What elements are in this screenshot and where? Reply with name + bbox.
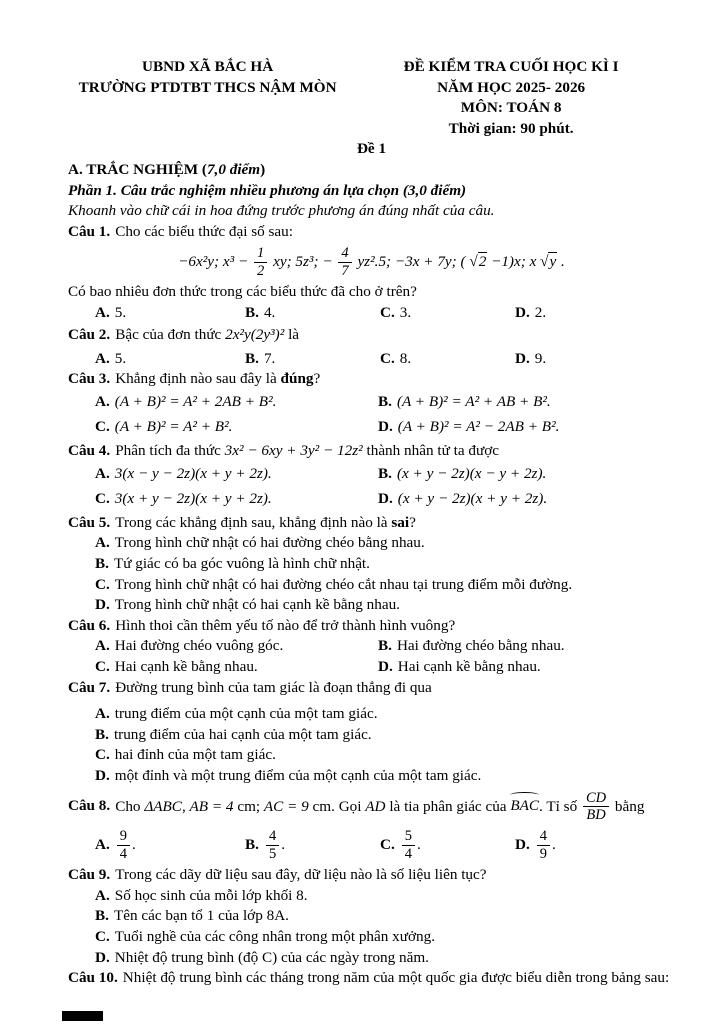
option: [95, 725, 675, 746]
exam-title: ĐỀ KIỂM TRA CUỐI HỌC KÌ I: [403, 58, 619, 75]
option-letter: A.: [95, 303, 110, 321]
option-letter: B.: [95, 725, 109, 743]
option-text: Trong hình chữ nhật có hai đường chéo cắt nhau tại trung điểm mỗi đường.: [114, 575, 573, 593]
option: [95, 349, 245, 370]
section-a-title-post: ): [260, 160, 266, 178]
option-letter: B.: [245, 835, 259, 853]
fraction-numerator: 5: [402, 829, 415, 846]
option-text: (A + B)² = A² + B².: [114, 418, 233, 436]
option: [515, 349, 675, 370]
exam-code: Đề 1: [356, 140, 387, 158]
option-text: Trong hình chữ nhật có hai cạnh kề bằng nhau.: [114, 596, 400, 614]
question-10-stem: [68, 968, 675, 989]
option-letter: D.: [378, 418, 393, 436]
question-5-options: [95, 533, 675, 615]
section-a-title-pre: A. TRẮC NGHIỆM (: [68, 160, 207, 178]
fraction-denominator: BD: [586, 807, 606, 824]
option-letter: B.: [378, 464, 392, 482]
question-8-text: cm;: [233, 797, 264, 815]
option-text: Hai đường chéo vuông góc.: [114, 637, 284, 655]
option: [95, 657, 378, 678]
option-letter: B.: [245, 349, 259, 367]
question-5-text: Trong các khẳng định sau, khẳng định nào là: [115, 513, 392, 531]
question-8-options: [95, 825, 675, 865]
option-letter: D.: [515, 303, 530, 321]
fraction: [115, 829, 132, 862]
table-top-edge-fragment: [62, 1011, 103, 1021]
option-text: 3(x − y − 2z)(x + y + 2z).: [114, 464, 272, 482]
question-4-formula: 3x² − 6xy + 3y² − 12z²: [224, 442, 363, 460]
question-8-text: Cho: [115, 797, 145, 815]
question-3-stem: [68, 369, 675, 390]
option-text: 9.: [534, 349, 547, 367]
exam-year: NĂM HỌC 2025- 2026: [437, 78, 586, 96]
fraction-numerator: CD: [583, 791, 609, 808]
option: [245, 349, 380, 370]
exam-subject: MÔN: TOÁN 8: [460, 99, 562, 117]
option-letter: A.: [95, 464, 110, 482]
question-8-stem: [68, 791, 675, 824]
question-6-text: Hình thoi cần thêm yếu tố nào để trở thành hình vuông?: [115, 616, 456, 634]
question-5-text-post: ?: [409, 513, 416, 531]
question-9-text: Trong các dãy dữ liệu sau đây, dữ liệu nào là số liệu liên tục?: [115, 866, 487, 884]
fraction: [400, 829, 417, 862]
option: [378, 392, 675, 413]
square-root: [540, 252, 557, 270]
fraction: [581, 791, 611, 824]
option-letter: D.: [378, 658, 393, 675]
option-text: 8.: [399, 349, 412, 367]
fraction-numerator: 4: [266, 829, 279, 846]
option-letter: A.: [95, 349, 110, 367]
option: [515, 303, 675, 324]
fraction-numerator: 4: [338, 246, 351, 263]
formula-segment: xy; 5z³; −: [273, 253, 333, 271]
option-text: .: [281, 835, 285, 853]
question-3-text: Khẳng định nào sau đây là: [115, 370, 281, 388]
radicand: y: [549, 253, 557, 271]
option: [245, 829, 380, 862]
option-text: hai đỉnh của một tam giác.: [114, 746, 276, 764]
formula-segment: −6x²y; x³ −: [178, 253, 249, 271]
question-8-label: Câu 8.: [68, 797, 111, 815]
question-4-options: [95, 464, 675, 510]
option-text: Tên các bạn tổ 1 của lớp 8A.: [113, 907, 289, 925]
radical-sign: √: [469, 253, 478, 271]
option-letter: A.: [95, 637, 110, 655]
question-2-options: [95, 349, 675, 370]
question-4-stem: [68, 441, 675, 462]
fraction-denominator: 7: [341, 263, 349, 280]
option: [95, 906, 675, 927]
option-text: 7.: [263, 349, 276, 367]
option-letter: C.: [95, 658, 110, 675]
option: [95, 533, 675, 554]
question-8-text: ,: [181, 797, 190, 815]
option-text: 2.: [534, 303, 547, 321]
option-letter: D.: [515, 835, 530, 853]
question-7-text: Đường trung bình của tam giác là đoạn thẳng đi qua: [115, 678, 432, 696]
option-text: 3(x + y − 2z)(x + y + 2z).: [114, 490, 272, 508]
option-letter: B.: [245, 303, 259, 321]
header-left: [68, 57, 347, 139]
header-right: [347, 57, 675, 139]
option-text: 4.: [263, 303, 276, 321]
question-6-options: [95, 636, 675, 677]
option-letter: D.: [515, 349, 530, 367]
fraction-numerator: 9: [117, 829, 130, 846]
option: [95, 489, 378, 510]
fraction-denominator: 9: [539, 845, 548, 862]
option-letter: A.: [95, 534, 110, 552]
option: [95, 392, 378, 413]
option-text: .: [552, 835, 556, 853]
org-line2: TRƯỜNG PTDTBT THCS NẬM MÒN: [78, 78, 337, 96]
angle-bac-widehat: BAC: [510, 796, 539, 817]
question-1-stem: [68, 222, 675, 243]
fraction-denominator: 4: [404, 845, 413, 862]
fraction-numerator: 1: [254, 246, 267, 263]
question-1-formula: [68, 246, 675, 279]
option: [378, 464, 675, 485]
option-letter: D.: [95, 948, 110, 966]
fraction: [252, 246, 269, 279]
question-2-label: Câu 2.: [68, 326, 111, 344]
option-letter: C.: [95, 746, 110, 764]
option-text: Hai đường chéo bằng nhau.: [396, 637, 565, 655]
question-5-label: Câu 5.: [68, 513, 111, 531]
fraction-denominator: 5: [268, 845, 277, 862]
question-9-stem: [68, 865, 675, 886]
question-10-label: Câu 10.: [68, 969, 118, 987]
question-3-label: Câu 3.: [68, 370, 111, 388]
question-10-text: Nhiệt độ trung bình các tháng trong năm của một quốc gia được biểu diễn trong bảng sau:: [122, 969, 670, 987]
exam-duration: Thời gian: 90 phút.: [448, 119, 574, 137]
question-8-text: là tia phân giác của: [385, 797, 511, 815]
question-1-options: [95, 303, 675, 324]
option: [515, 829, 675, 862]
math-ad: AD: [365, 797, 386, 815]
formula-segment: .: [561, 253, 565, 271]
option-letter: D.: [95, 596, 110, 614]
option: [95, 464, 378, 485]
option-text: .: [132, 835, 136, 853]
option-text: (A + B)² = A² − 2AB + B².: [397, 418, 560, 436]
option: [95, 636, 378, 657]
fraction: [535, 829, 552, 862]
option: [378, 489, 675, 510]
option-letter: C.: [95, 490, 110, 508]
question-2-formula: 2x²y(2y³)²: [225, 326, 285, 344]
option: [245, 303, 380, 324]
option-text: Tứ giác có ba góc vuông là hình chữ nhật.: [113, 555, 370, 573]
option: [380, 303, 515, 324]
option-text: (x + y − 2z)(x + y + 2z).: [397, 490, 548, 508]
option-letter: A.: [95, 705, 110, 723]
question-3-options: [95, 392, 675, 438]
question-2-stem: [68, 325, 675, 346]
option-letter: A.: [95, 392, 110, 410]
question-2-text-post: là: [284, 326, 300, 344]
option: [95, 417, 378, 438]
option: [95, 829, 245, 862]
question-1-text: Cho các biểu thức đại số sau:: [115, 222, 293, 240]
option-text: Số học sinh của mỗi lớp khối 8.: [114, 886, 308, 904]
option: [380, 349, 515, 370]
option: [378, 636, 675, 657]
option: [95, 704, 675, 725]
fraction: [264, 829, 281, 862]
square-root: [469, 252, 487, 270]
org-line1: UBND XÃ BẮC HÀ: [142, 58, 274, 75]
part1-title: Phần 1. Câu trắc nghiệm nhiều phương án lựa chọn (3,0 điểm): [68, 181, 467, 199]
question-2-text: Bậc của đơn thức: [115, 326, 226, 344]
option-text: Trong hình chữ nhật có hai đường chéo bằng nhau.: [114, 534, 425, 552]
question-5-stem: [68, 513, 675, 534]
option-text: .: [417, 835, 421, 853]
option-letter: D.: [95, 766, 110, 784]
option-text: 5.: [114, 303, 127, 321]
option: [378, 657, 675, 678]
option-text: một đỉnh và một trung điểm của một cạnh của một tam giác.: [114, 766, 482, 784]
option: [95, 766, 675, 787]
question-6-stem: [68, 616, 675, 637]
option-letter: B.: [95, 555, 109, 573]
option-letter: B.: [95, 907, 109, 925]
option-letter: B.: [378, 392, 392, 410]
instruction: Khoanh vào chữ cái in hoa đứng trước phương án đúng nhất của câu.: [68, 202, 495, 220]
option-text: trung điểm của hai cạnh của một tam giác.: [113, 725, 372, 743]
option-text: 5.: [114, 349, 127, 367]
option-text: Tuổi nghề của các công nhân trong một phân xưởng.: [114, 927, 436, 945]
radicand: 2: [478, 253, 487, 271]
option-text: Nhiệt độ trung bình (độ C) của các ngày trong năm.: [114, 948, 429, 966]
question-3-emphasis: đúng: [280, 370, 314, 388]
question-9-options: [95, 886, 675, 968]
question-3-text-post: ?: [313, 370, 321, 388]
option: [380, 829, 515, 862]
question-8-text: cm. Gọi: [308, 797, 366, 815]
option: [95, 595, 675, 616]
formula-segment: yz².5; −3x + 7y; (: [357, 253, 466, 271]
question-8-text: bằng: [611, 797, 645, 815]
option: [95, 948, 675, 969]
question-9-label: Câu 9.: [68, 866, 111, 884]
option: [95, 745, 675, 766]
question-4-label: Câu 4.: [68, 442, 111, 460]
fraction: [336, 246, 353, 279]
fraction-numerator: 4: [537, 829, 550, 846]
option-text: (A + B)² = A² + 2AB + B².: [114, 392, 277, 410]
option-text: Hai cạnh kề bằng nhau.: [114, 658, 258, 675]
option-letter: C.: [380, 349, 395, 367]
question-6-label: Câu 6.: [68, 616, 111, 634]
option-letter: A.: [95, 886, 110, 904]
section-a-title: [68, 160, 675, 181]
question-7-label: Câu 7.: [68, 678, 111, 696]
option: [95, 927, 675, 948]
option-letter: D.: [378, 490, 393, 508]
option: [95, 554, 675, 575]
option: [95, 303, 245, 324]
option-letter: C.: [95, 418, 110, 436]
option-text: 3.: [399, 303, 412, 321]
option: [378, 417, 675, 438]
math-ab: AB = 4: [189, 797, 234, 815]
question-8-text: . Tỉ số: [539, 797, 581, 815]
fraction-denominator: 2: [257, 263, 265, 280]
option-letter: C.: [380, 835, 395, 853]
question-7-stem: [68, 678, 675, 699]
math-ac: AC = 9: [263, 797, 309, 815]
option-letter: C.: [95, 575, 110, 593]
question-7-options: [95, 704, 675, 786]
header: [68, 57, 675, 139]
option-text: trung điểm của một cạnh của một tam giác.: [114, 705, 378, 723]
option-letter: C.: [95, 927, 110, 945]
option-text: (A + B)² = A² + AB + B².: [396, 392, 551, 410]
option: [95, 886, 675, 907]
formula-segment: −1)x; x: [491, 253, 537, 271]
option-text: Hai cạnh kề bằng nhau.: [397, 658, 541, 675]
question-1-question: Có bao nhiêu đơn thức trong các biểu thức đã cho ở trên?: [68, 282, 417, 300]
question-5-emphasis: sai: [391, 513, 410, 531]
radical-sign: √: [540, 253, 549, 271]
question-4-text: Phân tích đa thức: [115, 442, 225, 460]
question-1-label: Câu 1.: [68, 222, 111, 240]
option-letter: B.: [378, 637, 392, 655]
option: [95, 575, 675, 596]
option-letter: A.: [95, 835, 110, 853]
math-triangle-abc: ΔABC: [144, 797, 182, 815]
section-a-points: 7,0 điểm: [206, 160, 261, 178]
question-4-text-post: thành nhân tử ta được: [362, 442, 499, 460]
option-letter: C.: [380, 303, 395, 321]
option-text: (x + y − 2z)(x − y + 2z).: [396, 464, 547, 482]
fraction-denominator: 4: [119, 845, 128, 862]
